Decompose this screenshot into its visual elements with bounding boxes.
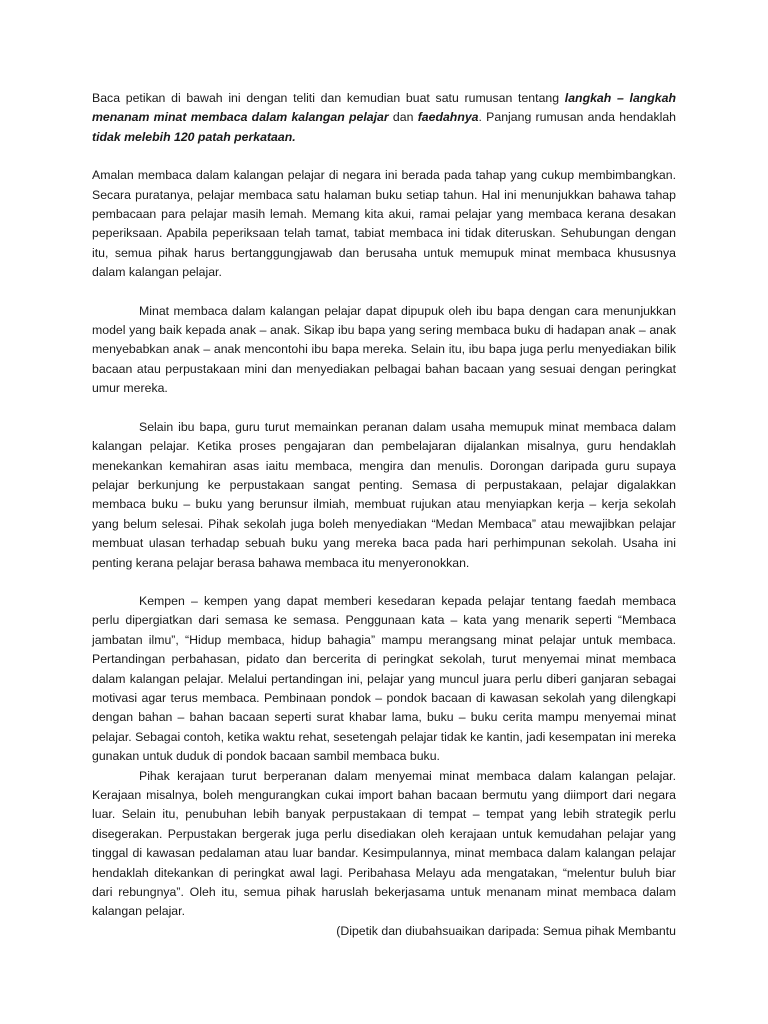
passage-paragraph-4: Kempen – kempen yang dapat memberi kesedaran kepada pelajar tentang faedah membaca perlu dipergiatkan dari semasa ke semasa. Penggunaan kata – kata yang menarik seperti “Membaca jambatan ilmu”, “Hidup membaca, hidup bahagia” mampu merangsang minat pelajar untuk membaca. Pertandingan perbahasan, pidato dan bercerita di peringkat sekolah, turut menyemai minat membaca dalam kalangan pelajar. Melalui pertandingan ini, pelajar yang muncul juara perlu diberi ganjaran sebagai motivasi agar terus membaca. Pembinaan pondok – pondok bacaan di kawasan sekolah yang dilengkapi dengan bahan – bahan bacaan seperti surat khabar lama, buku – buku cerita mampu menyemai minat pelajar. Sebagai contoh, ketika waktu rehat, sesetengah pelajar tidak ke kantin, jadi kesempatan ini mereka gunakan untuk duduk di pondok bacaan sambil membaca buku. [92,593,676,764]
instruction-part-3: . Panjang rumusan anda hendaklah [478,110,676,125]
passage-paragraph-1: Amalan membaca dalam kalangan pelajar di negara ini berada pada tahap yang cukup membimbangkan. Secara puratanya, pelajar membaca satu halaman buku setiap tahun. Hal ini menunjukkan bahawa tahap pembacaan para pelajar masih lemah. Memang kita akui, ramai pelajar yang membaca kerana desakan peperiksaan. Apabila peperiksaan telah tamat, tabiat membaca ini tidak diteruskan. Sehubungan dengan itu, semua pihak harus bertanggungjawab dan berusaha untuk memupuk minat membaca khususnya dalam kalangan pelajar. [92,168,676,280]
passage-paragraph-5: Pihak kerajaan turut berperanan dalam menyemai minat membaca dalam kalangan pelajar. Kerajaan misalnya, boleh mengurangkan cukai import bahan bacaan bermutu yang diimport dari negara luar. Selain itu, penubuhan lebih banyak perpustakaan di tempat – tempat yang lebih strategik perlu disegerakan. Perpustakan bergerak juga perlu disediakan oleh kerajaan untuk kemudahan pelajar yang tinggal di kawasan pedalaman atau luar bandar. Kesimpulannya, minat membaca dalam kalangan pelajar hendaklah ditekankan di peringkat awal lagi. Peribahasa Melayu ada mengatakan, “melentur buluh biar dari rebungnya”. Oleh itu, semua pihak haruslah bekerjasama untuk menanam minat membaca dalam kalangan pelajar. [92,768,676,919]
source-citation: (Dipetik dan diubahsuaikan daripada: Semua pihak Membantu [336,923,676,938]
passage-paragraph-2: Minat membaca dalam kalangan pelajar dapat dipupuk oleh ibu bapa dengan cara menunjukkan model yang baik kepada anak – anak. Sikap ibu bapa yang sering membaca buku di hadapan anak – anak menyebabkan anak – anak mencontohi ibu bapa mereka. Selain itu, ibu bapa juga perlu menyediakan bilik bacaan atau perpustakaan mini dan menyediakan pelbagai bahan bacaan yang sesuai dengan peringkat umur mereka. [92,303,676,396]
instruction-emphasis-benefits: faedahnya [417,110,479,125]
instruction-emphasis-word-limit: tidak melebih 120 patah perkataan. [92,129,296,144]
instruction-part-2: dan [388,110,418,125]
passage-paragraph-3: Selain ibu bapa, guru turut memainkan peranan dalam usaha memupuk minat membaca dalam kalangan pelajar. Ketika proses pengajaran dan pembelajaran dijalankan misalnya, guru hendaklah menekankan kemahiran asas iaitu membaca, mengira dan menulis. Dorongan daripada guru supaya pelajar berkunjung ke perpustakaan sangat penting. Semasa di perpustakaan, pelajar digalakkan membaca buku – buku yang berunsur ilmiah, membuat rujukan atau menyiapkan kerja – kerja sekolah yang belum selesai. Pihak sekolah juga boleh menyediakan “Medan Membaca” atau mewajibkan pelajar membuat ulasan terhadap sebuah buku yang mereka baca pada hari perhimpunan sekolah. Usaha ini penting kerana pelajar berasa bahawa membaca itu menyeronokkan. [92,419,676,570]
instruction-part-1: Baca petikan di bawah ini dengan teliti dan kemudian buat satu rumusan tentang [92,91,565,105]
instruction-emphasis-topic: langkah – langkah menanam minat membaca dalam kalangan pelajar [92,91,676,125]
document-page [92,89,676,941]
instruction-text [92,89,676,147]
